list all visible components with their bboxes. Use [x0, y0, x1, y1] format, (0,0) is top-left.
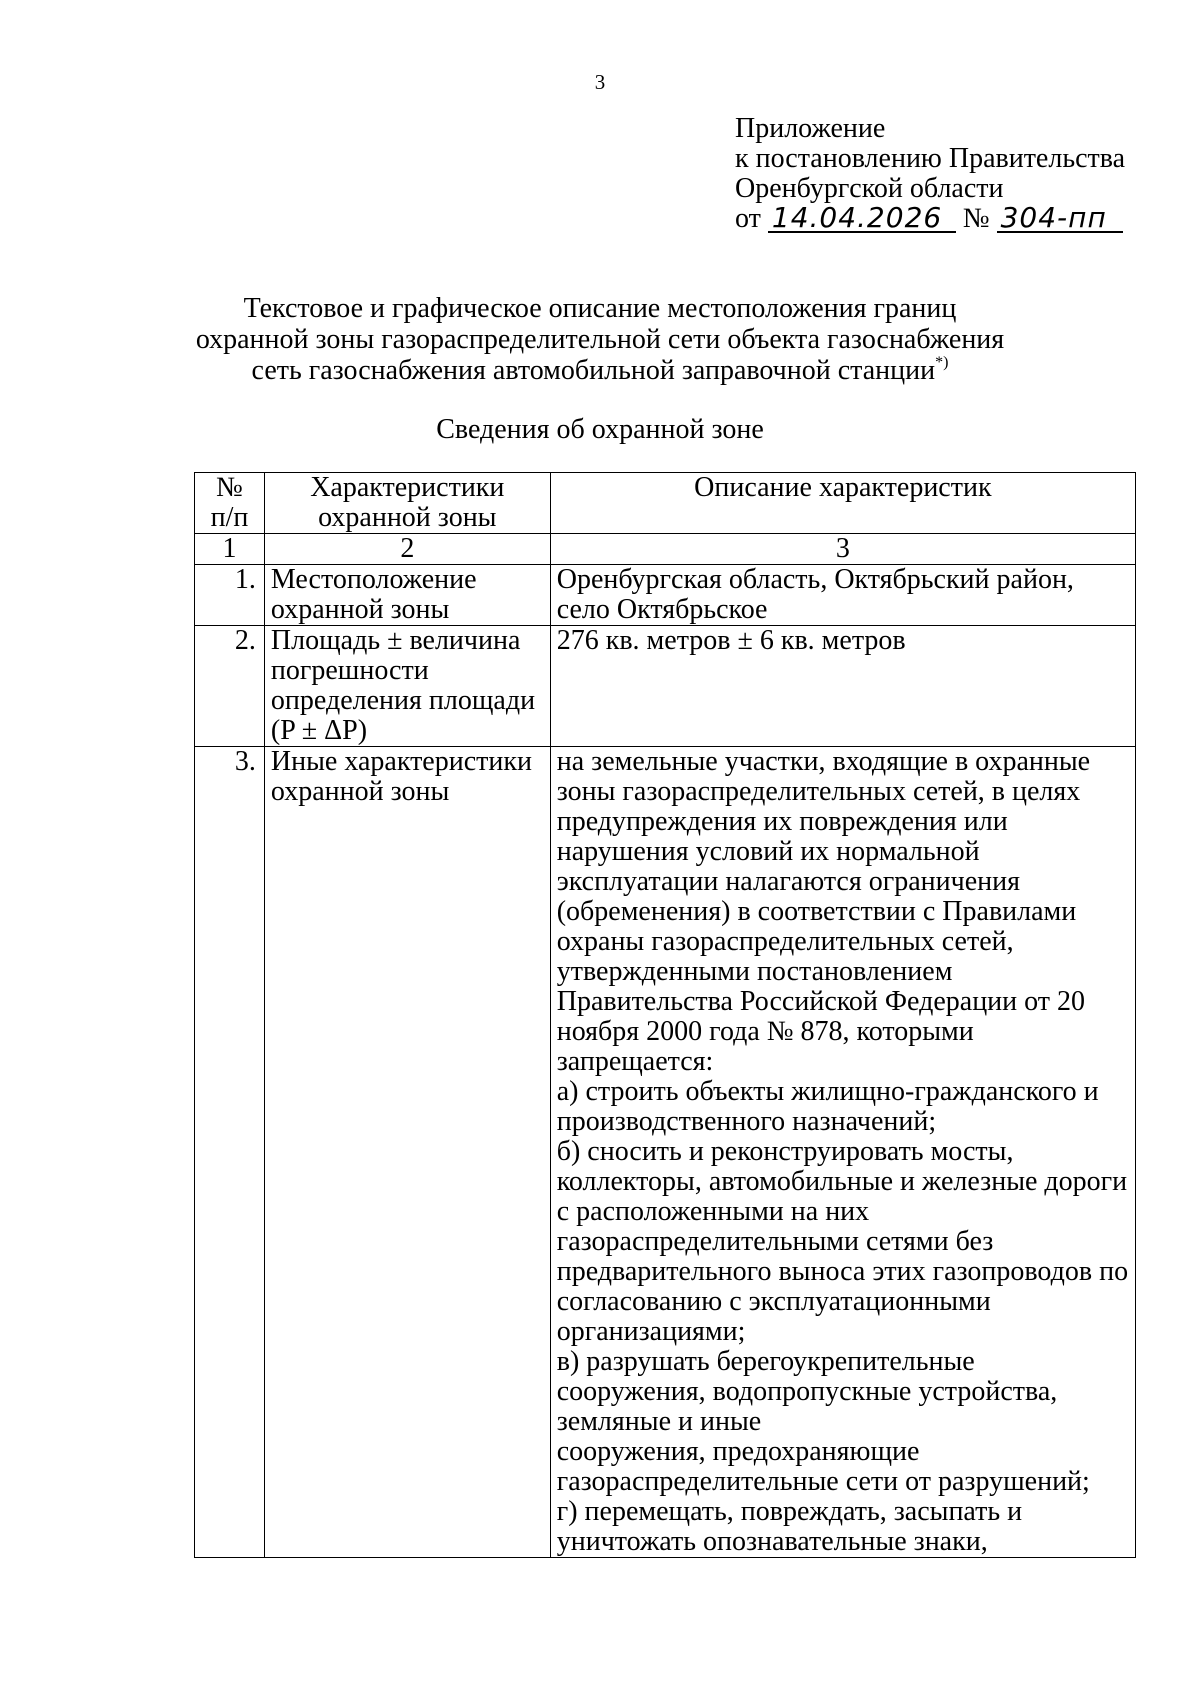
description-paragraph: на земельные участки, входящие в охранные зоны газораспределительных сетей, в целях предупреждения их повреждения или нарушения условий их нормальной эксплуатации налагаются ограничения (обременения) в соответствии с Правилами охраны газораспределительных сетей, утвержденными постановлением Правительства Российской Федерации от 20 ноября 2000 года № 878, которыми запрещается:: [556, 746, 1091, 1077]
row-characteristic: Местоположение охранной зоны: [264, 565, 550, 626]
section-heading: Сведения об охранной зоне: [436, 414, 764, 445]
row-description: [550, 747, 1135, 1558]
header-description: Описание характеристик: [550, 473, 1135, 534]
handwritten-date: 14.04.2026: [768, 205, 956, 233]
header-number-abbr: п/п: [210, 502, 249, 533]
header-characteristics-line2: охранной зоны: [318, 502, 497, 533]
description-paragraph: в) разрушать берегоукрепительные сооружения, водопропускные устройства, земляные и иные: [556, 1346, 1058, 1437]
title-line-3: [0, 355, 1200, 386]
table-header-row: [195, 473, 1136, 534]
header-characteristics: [264, 473, 550, 534]
header-number-sign: №: [216, 472, 243, 503]
row-description: [550, 565, 1135, 626]
row-number: 1.: [195, 565, 265, 626]
row-characteristic: Иные характеристики охранной зоны: [264, 747, 550, 1558]
number-label: №: [962, 203, 990, 234]
numbering-cell: 1: [195, 534, 265, 565]
description-line: Оренбургская область, Октябрьский район,: [556, 564, 1074, 595]
table-row: [195, 565, 1136, 626]
description-paragraph: а) строить объекты жилищно-гражданского и производственного назначений;: [556, 1076, 1099, 1137]
row-number: 2.: [195, 626, 265, 747]
handwritten-number: 304-пп: [997, 205, 1123, 233]
title-line-3-text: сеть газоснабжения автомобильной заправочной станции: [251, 355, 936, 386]
table-row: [195, 747, 1136, 1558]
footnote-mark: *): [935, 354, 949, 371]
description-line: 276 кв. метров ± 6 кв. метров: [556, 625, 906, 656]
protection-zone-table: [194, 472, 1136, 1558]
numbering-cell: 2: [264, 534, 550, 565]
appendix-block: [735, 114, 1175, 234]
appendix-title: Приложение: [735, 113, 886, 144]
numbering-cell: 3: [550, 534, 1135, 565]
description-paragraph: б) сносить и реконструировать мосты, коллекторы, автомобильные и железные дороги с расположенными на них газораспределительными сетями без предварительного выноса этих газопроводов по согласованию с эксплуатационными организациями;: [556, 1136, 1129, 1347]
row-characteristic: Площадь ± величина погрешности определения площади (P ± ΔP): [264, 626, 550, 747]
row-description: [550, 626, 1135, 747]
page-number: 3: [594, 70, 606, 94]
document-title: [0, 293, 1200, 386]
appendix-region: Оренбургской области: [735, 173, 1004, 204]
row-number: 3.: [195, 747, 265, 1558]
header-number: [195, 473, 265, 534]
description-paragraph: г) перемещать, повреждать, засыпать и уничтожать опознавательные знаки,: [556, 1496, 1023, 1557]
from-label: от: [735, 203, 761, 234]
table-row: [195, 626, 1136, 747]
appendix-reference: к постановлению Правительства: [735, 143, 1126, 174]
title-line-2: охранной зоны газораспределительной сети объекта газоснабжения: [195, 324, 1005, 355]
table-numbering-row: [195, 534, 1136, 565]
description-paragraph: сооружения, предохраняющие газораспределительные сети от разрушений;: [556, 1436, 1090, 1497]
header-characteristics-line1: Характеристики: [310, 472, 505, 503]
title-line-1: Текстовое и графическое описание местоположения границ: [243, 293, 957, 324]
description-line: село Октябрьское: [556, 594, 768, 625]
appendix-date-number-line: [735, 201, 1175, 234]
